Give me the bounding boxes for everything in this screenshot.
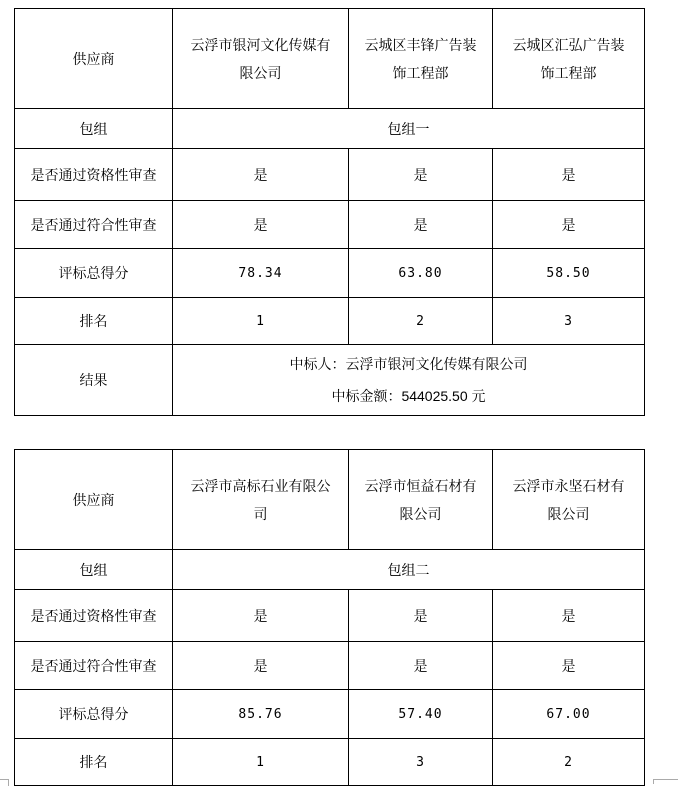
score-cell: 58.50 (493, 249, 645, 298)
conformity-cell: 是 (173, 642, 349, 690)
winning-bidder-line: 中标人：云浮市银河文化传媒有限公司 (289, 356, 528, 372)
qualification-cell: 是 (493, 149, 645, 201)
conformity-cell: 是 (493, 642, 645, 690)
table-row (15, 9, 645, 109)
rank-cell: 1 (173, 739, 349, 786)
bid-result-table-package1 (14, 8, 645, 416)
table-row (15, 590, 645, 642)
supplier-name-cell: 云浮市高标石业有限公司 (173, 450, 349, 550)
score-cell: 63.80 (349, 249, 493, 298)
supplier-name-cell: 云浮市永坚石材有限公司 (493, 450, 645, 550)
qualification-cell: 是 (349, 590, 493, 642)
supplier-name-cell: 云城区丰锋广告装饰工程部 (349, 9, 493, 109)
table-row (15, 298, 645, 345)
table-row (15, 642, 645, 690)
rank-cell: 2 (493, 739, 645, 786)
package-value-cell: 包组一 (173, 109, 645, 149)
score-cell: 85.76 (173, 690, 349, 739)
rank-cell: 2 (349, 298, 493, 345)
conformity-cell: 是 (173, 201, 349, 249)
conformity-row-label: 是否通过符合性审查 (15, 642, 173, 690)
conformity-cell: 是 (349, 201, 493, 249)
score-cell: 57.40 (349, 690, 493, 739)
package-value-cell: 包组二 (173, 550, 645, 590)
qualification-cell: 是 (349, 149, 493, 201)
package-row-label: 包组 (15, 550, 173, 590)
table-row (15, 149, 645, 201)
supplier-row-label: 供应商 (15, 450, 173, 550)
conformity-cell: 是 (349, 642, 493, 690)
conformity-row-label: 是否通过符合性审查 (15, 201, 173, 249)
qualification-cell: 是 (173, 149, 349, 201)
score-row-label: 评标总得分 (15, 690, 173, 739)
page-boundary-corner-mark (653, 779, 678, 784)
table-row (15, 739, 645, 786)
table-row (15, 450, 645, 550)
rank-row-label: 排名 (15, 298, 173, 345)
package-row-label: 包组 (15, 109, 173, 149)
qualification-row-label: 是否通过资格性审查 (15, 590, 173, 642)
qualification-row-label: 是否通过资格性审查 (15, 149, 173, 201)
qualification-cell: 是 (493, 590, 645, 642)
rank-cell: 3 (493, 298, 645, 345)
table-row (15, 345, 645, 416)
table-row (15, 550, 645, 590)
supplier-name-cell: 云浮市恒益石材有限公司 (349, 450, 493, 550)
rank-row-label: 排名 (15, 739, 173, 786)
score-cell: 78.34 (173, 249, 349, 298)
result-value-cell (173, 345, 645, 416)
supplier-name-cell: 云城区汇弘广告装饰工程部 (493, 9, 645, 109)
page-boundary-corner-mark (0, 779, 9, 786)
table-row (15, 249, 645, 298)
rank-cell: 1 (173, 298, 349, 345)
supplier-name-cell: 云浮市银河文化传媒有限公司 (173, 9, 349, 109)
conformity-cell: 是 (493, 201, 645, 249)
qualification-cell: 是 (173, 590, 349, 642)
winning-amount-line: 中标金额：544025.50 元 (331, 388, 486, 404)
score-row-label: 评标总得分 (15, 249, 173, 298)
supplier-row-label: 供应商 (15, 9, 173, 109)
rank-cell: 3 (349, 739, 493, 786)
result-row-label: 结果 (15, 345, 173, 416)
score-cell: 67.00 (493, 690, 645, 739)
table-row (15, 690, 645, 739)
table-row (15, 201, 645, 249)
table-row (15, 109, 645, 149)
bid-result-table-package2 (14, 449, 645, 786)
